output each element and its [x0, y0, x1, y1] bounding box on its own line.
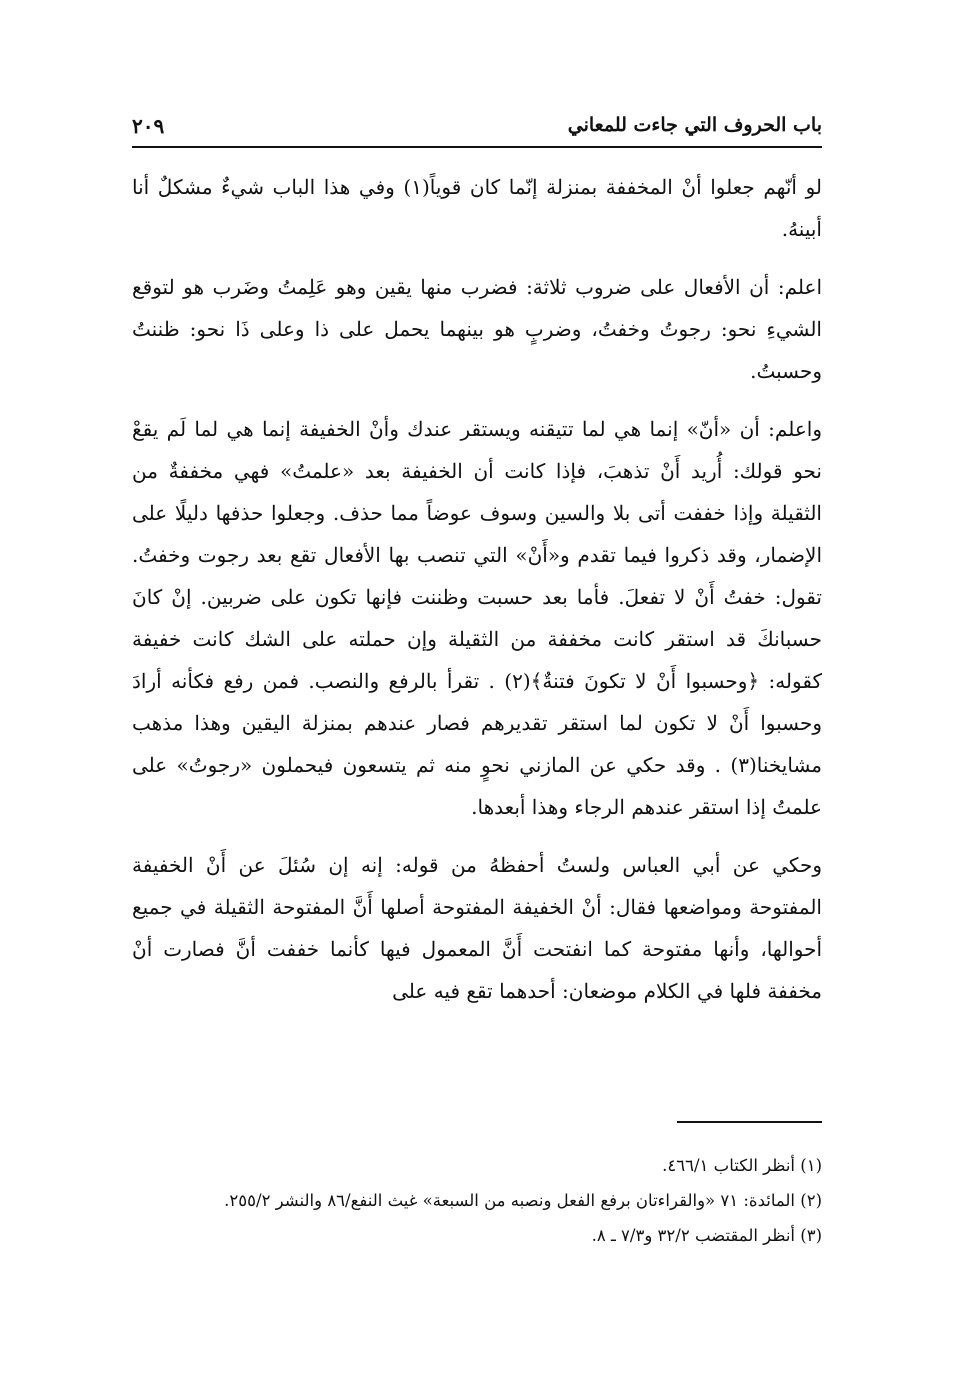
paragraph: واعلم: أن «أنّ» إنما هي لما تتيقنه ويستقر عندك وأنْ الخفيفة إنما هي لما لَم يقعْ نحو قولك: أُريد أَنْ تذهبَ، فإذا كانت أن الخفيفة بعد «علمتُ» فهي مخففةٌ من الثقيلة وإذا خففت أتى بلا والسين وسوف عوضاً مما حذف. وجعلوا حذفها دليلًا على الإضمار، وقد ذكروا فيما تقدم و«أَنْ» التي تنصب بها الأفعال تقع بعد رجوت وخفتُ. تقول: خفتُ أَنْ لا تفعلَ. فأما بعد حسبت وظننت فإنها تكون على ضربين. إنْ كانَ حسبانكَ قد استقر كانت مخففة من الثقيلة وإن حملته على الشك كانت خفيفة كقوله: ﴿وحسبوا أَنْ لا تكونَ فتنةٌ﴾(٢) . تقرأ بالرفع والنصب. فمن رفع فكأنه أرادَ وحسبوا أَنْ لا تكون لما استقر تقديرهم فصار عندهم بمنزلة اليقين وهذا مذهب مشايخنا(٣) . وقد حكي عن المازني نحوٍ منه ثم يتسعون فيحملون «رجوتُ» على علمتُ إذا استقر عندهم الرجاء وهذا أبعدها. [132, 417, 822, 819]
footnote-divider-line [677, 1121, 822, 1123]
header-divider [132, 146, 822, 148]
footnote: (١) أنظر الكتاب ٤٦٦/١. [662, 1156, 822, 1175]
paragraph: لو أنّهم جعلوا أنْ المخففة بمنزلة إنّما كان قوياً(١) وفي هذا الباب شيءٌ مشكلٌ أنا أبينهُ. [132, 175, 822, 241]
footnotes [132, 1150, 822, 1255]
running-header [132, 108, 822, 148]
paragraph: وحكي عن أبي العباس ولستُ أحفظهُ من قوله: إنه إن سُئلَ عن أَنْ الخفيفة المفتوحة ومواضعها فقال: أنْ الخفيفة المفتوحة أصلها أَنَّ المفتوحة الثقيلة في جميع أحوالها، وأنها مفتوحة كما انفتحت أَنَّ المعمول فيها كأنما خففت أنَّ فصارت أنْ مخففة فلها في الكلام موضعان: أحدهما تقع فيه على [132, 853, 822, 1003]
footnote: (٢) المائدة: ٧١ «والقراءتان برفع الفعل ونصبه من السبعة» غيث النفع/٨٦ والنشر ٢٥٥/٢. [224, 1191, 822, 1210]
chapter-title: باب الحروف التي جاءت للمعاني [567, 114, 822, 136]
paragraph: اعلم: أن الأفعال على ضروب ثلاثة: فضرب منها يقين وهو عَلِمتُ وضَرب هو لتوقع الشيءِ نحو: رجوتُ وخفتُ، وضربٍ هو بينهما يحمل على ذا وعلى ذَا نحو: ظننتُ وحسبتُ. [132, 275, 822, 383]
footnote: (٣) أنظر المقتضب ٣٢/٢ و٧/٣ ـ ٨. [591, 1226, 822, 1245]
page-number: ٢٠٩ [132, 114, 165, 138]
main-text [132, 166, 822, 1028]
